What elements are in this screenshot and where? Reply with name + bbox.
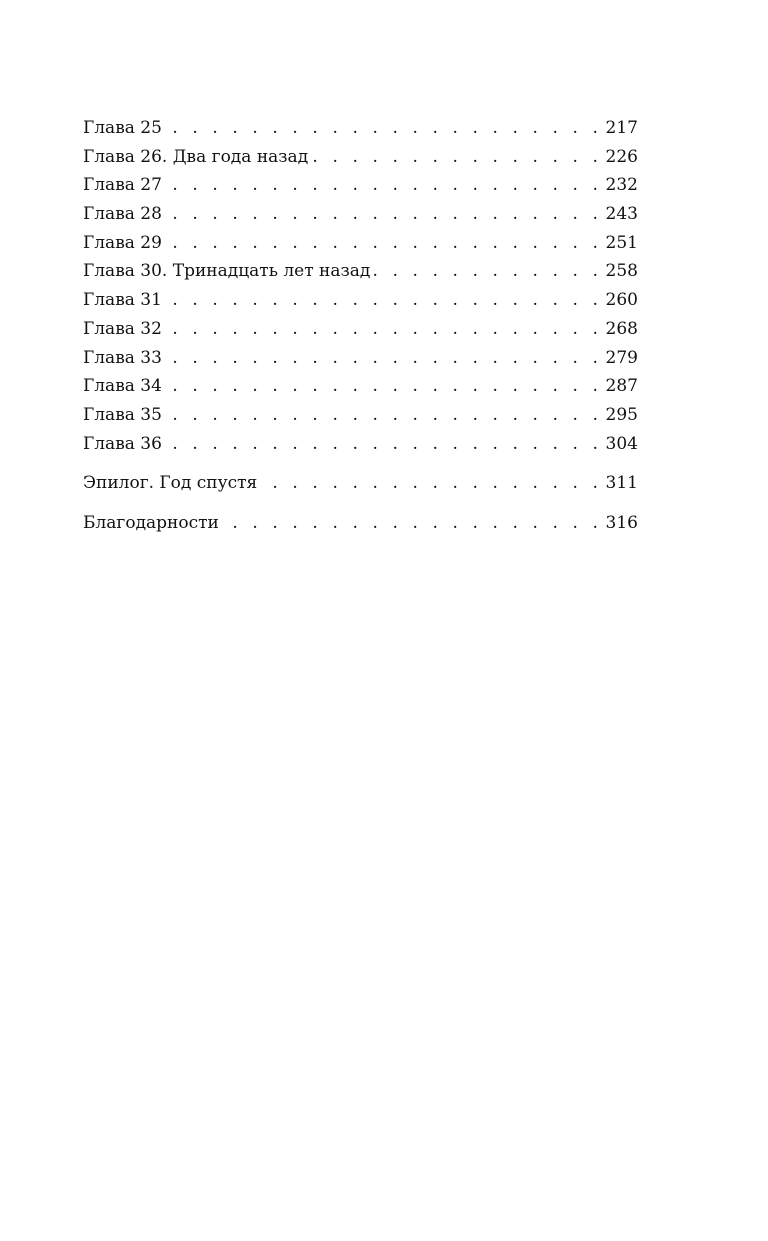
dot-leader [166, 315, 603, 344]
toc-entry-title: Глава 35 [83, 404, 162, 425]
dot-leader [166, 114, 603, 143]
toc-entry-chapter-32 [83, 315, 638, 344]
toc-entry-title: Глава 26. Два года назад [83, 146, 309, 167]
dot-leader [166, 430, 603, 459]
toc-entry-chapter-36 [83, 430, 638, 459]
toc-entry-page: 279 [605, 347, 638, 368]
toc-entry-title: Глава 31 [83, 290, 162, 311]
table-of-contents [83, 114, 638, 538]
toc-entry-chapter-35 [83, 401, 638, 430]
toc-entry-chapter-25 [83, 114, 638, 143]
toc-entry-title: Глава 33 [83, 347, 162, 368]
toc-entry-title: Благодарности [83, 512, 219, 533]
toc-entry-page: 258 [605, 261, 638, 282]
toc-entry-page: 260 [605, 290, 638, 311]
toc-entry-epilogue [83, 469, 638, 498]
dot-leader [166, 372, 603, 401]
toc-entry-page: 217 [605, 118, 638, 138]
toc-entry-title: Глава 30. Тринадцать лет назад [83, 261, 371, 282]
toc-entry-title: Глава 32 [83, 318, 162, 339]
dot-leader [374, 257, 602, 286]
toc-entry-chapter-27 [83, 171, 638, 200]
dot-leader [166, 229, 603, 258]
toc-entry-page: 304 [605, 433, 638, 454]
dot-leader [166, 200, 603, 229]
dot-leader [261, 469, 602, 498]
toc-entry-chapter-29 [83, 229, 638, 258]
dot-leader [223, 509, 603, 538]
toc-entry-page: 295 [605, 404, 638, 425]
toc-entry-chapter-28 [83, 200, 638, 229]
toc-entry-title: Глава 36 [83, 433, 162, 454]
dot-leader [166, 344, 603, 373]
toc-entry-page: 316 [605, 512, 638, 533]
toc-entry-chapter-33 [83, 344, 638, 373]
dot-leader [166, 286, 603, 315]
toc-entry-page: 268 [605, 318, 638, 339]
toc-entry-title: Глава 34 [83, 376, 162, 397]
dot-leader [166, 171, 603, 200]
dot-leader [312, 143, 602, 172]
toc-entry-title: Глава 27 [83, 175, 162, 196]
dot-leader [166, 401, 603, 430]
toc-entry-chapter-26 [83, 143, 638, 172]
toc-entry-chapter-30 [83, 257, 638, 286]
toc-entry-page: 251 [605, 232, 638, 253]
toc-entry-page: 232 [605, 175, 638, 196]
toc-entry-page: 226 [605, 146, 638, 167]
toc-entry-title: Глава 29 [83, 232, 162, 253]
toc-entry-title: Глава 28 [83, 204, 162, 225]
toc-entry-chapter-34 [83, 372, 638, 401]
toc-entry-title: Эпилог. Год спустя [83, 473, 258, 494]
toc-entry-acknowledgements [83, 509, 638, 538]
toc-entry-title: Глава 25 [83, 118, 162, 138]
toc-entry-page: 311 [605, 473, 638, 494]
toc-entry-page: 243 [605, 204, 638, 225]
toc-entry-page: 287 [605, 376, 638, 397]
toc-entry-chapter-31 [83, 286, 638, 315]
